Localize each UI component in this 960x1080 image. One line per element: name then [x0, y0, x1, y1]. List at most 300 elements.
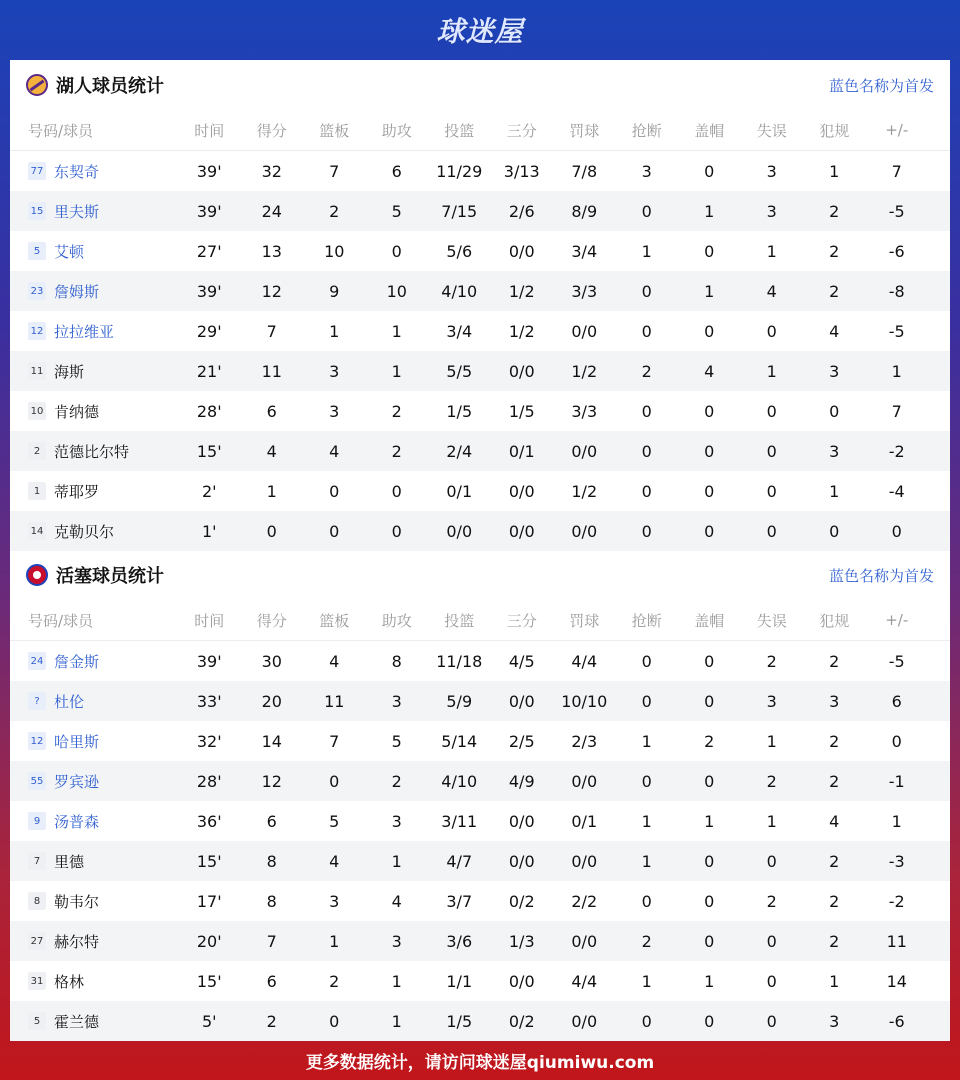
column-header: 失误: [756, 611, 787, 630]
stat-cell: 3: [391, 811, 402, 831]
stat-cell: 1': [201, 521, 217, 541]
stat-cell: -5: [888, 201, 905, 221]
player-row[interactable]: [10, 1001, 950, 1041]
stat-cell: 0: [641, 281, 652, 301]
stat-cell: 0: [704, 651, 715, 671]
jersey-number-badge: 12: [28, 322, 46, 340]
player-name[interactable]: 勒韦尔: [54, 892, 100, 911]
player-cell: [10, 971, 178, 992]
stat-cell: 3/4: [446, 321, 473, 341]
stat-cell: 3/3: [571, 281, 598, 301]
player-name[interactable]: 杜伦: [54, 692, 85, 711]
section-header: [10, 550, 950, 600]
stat-cell: 0: [329, 481, 340, 501]
stat-cell: 1: [704, 281, 715, 301]
stat-cell: 0: [704, 441, 715, 461]
player-row[interactable]: [10, 311, 950, 351]
player-row[interactable]: [10, 511, 950, 551]
stat-cell: 5: [329, 811, 340, 831]
stat-cell: 2: [641, 931, 652, 951]
jersey-number-badge: 8: [28, 892, 46, 910]
stat-cell: 11: [886, 931, 907, 951]
stat-cell: 0: [704, 401, 715, 421]
stat-cell: 0: [829, 521, 840, 541]
stat-cell: 0: [704, 161, 715, 181]
stat-cell: 2/2: [571, 891, 598, 911]
player-cell: [10, 691, 178, 712]
stat-cell: 2: [829, 651, 840, 671]
player-name[interactable]: 罗宾逊: [54, 772, 100, 791]
column-header: 得分: [256, 121, 287, 140]
stat-cell: 0: [641, 441, 652, 461]
stat-cell: 0: [391, 241, 402, 261]
stat-cell: 3/11: [441, 811, 478, 831]
stat-cell: -6: [888, 241, 905, 261]
stat-cell: 4/4: [571, 971, 598, 991]
stat-cell: 1: [391, 851, 402, 871]
player-cell: [10, 321, 178, 342]
column-header: 得分: [256, 611, 287, 630]
player-name[interactable]: 詹姆斯: [54, 282, 100, 301]
player-row[interactable]: [10, 351, 950, 391]
player-row[interactable]: [10, 721, 950, 761]
column-header: 号码/球员: [28, 121, 94, 140]
player-name[interactable]: 克勒贝尔: [54, 522, 115, 541]
stat-cell: 2: [766, 771, 777, 791]
jersey-number-badge: 9: [28, 812, 46, 830]
player-row[interactable]: [10, 801, 950, 841]
stat-cell: 33': [196, 691, 222, 711]
stat-cell: 0: [329, 521, 340, 541]
player-cell: [10, 161, 178, 182]
player-row[interactable]: [10, 761, 950, 801]
stat-cell: 0: [704, 481, 715, 501]
stat-cell: 3: [829, 361, 840, 381]
stat-cell: 10: [386, 281, 407, 301]
stat-cell: 0/2: [508, 891, 535, 911]
stat-cell: 21': [196, 361, 222, 381]
stat-cell: 2: [829, 771, 840, 791]
stat-cell: 0: [391, 481, 402, 501]
jersey-number-badge: ?: [28, 692, 46, 710]
stat-cell: 0/0: [571, 521, 598, 541]
stat-cell: 1/5: [446, 1011, 473, 1031]
stat-cell: 0: [766, 441, 777, 461]
stat-cell: 6: [266, 971, 277, 991]
jersey-number-badge: 31: [28, 972, 46, 990]
stat-cell: 1: [391, 361, 402, 381]
stat-cell: 0/0: [508, 811, 535, 831]
player-row[interactable]: [10, 191, 950, 231]
player-row[interactable]: [10, 471, 950, 511]
stat-cell: 6: [266, 401, 277, 421]
player-cell: [10, 521, 178, 542]
stat-cell: 11: [261, 361, 282, 381]
player-name[interactable]: 拉拉维亚: [54, 322, 115, 341]
player-row[interactable]: [10, 841, 950, 881]
stat-cell: 3/13: [503, 161, 540, 181]
stat-cell: 0/0: [508, 361, 535, 381]
stat-cell: 4: [266, 441, 277, 461]
player-name[interactable]: 里德: [54, 852, 85, 871]
column-header: 失误: [756, 121, 787, 140]
stat-cell: 0: [266, 521, 277, 541]
player-cell: [10, 931, 178, 952]
stat-cell: 3: [329, 891, 340, 911]
stat-cell: 6: [266, 811, 277, 831]
stat-cell: 1: [766, 241, 777, 261]
stat-cell: 2: [829, 281, 840, 301]
column-header: 投篮: [444, 121, 475, 140]
player-name[interactable]: 格林: [54, 972, 85, 991]
stat-cell: 1: [391, 1011, 402, 1031]
player-row[interactable]: [10, 881, 950, 921]
stat-cell: 1/5: [508, 401, 535, 421]
stat-cell: 0: [704, 891, 715, 911]
footer-bar: [0, 1040, 960, 1080]
stat-cell: 4/4: [571, 651, 598, 671]
stat-cell: 1/2: [571, 361, 598, 381]
player-cell: [10, 811, 178, 832]
stat-cell: 39': [196, 651, 222, 671]
player-name[interactable]: 蒂耶罗: [54, 482, 100, 501]
player-row[interactable]: [10, 641, 950, 681]
player-cell: [10, 201, 178, 222]
column-header: 号码/球员: [28, 611, 94, 630]
stat-cell: 2: [766, 891, 777, 911]
stat-cell: 7/8: [571, 161, 598, 181]
stat-cell: 11/18: [436, 651, 483, 671]
stat-cell: -2: [888, 441, 905, 461]
stat-cell: 0/1: [571, 811, 598, 831]
stat-cell: 14: [261, 731, 282, 751]
stat-cell: 1/2: [508, 321, 535, 341]
stat-cell: 0: [329, 1011, 340, 1031]
stat-cell: 1/2: [508, 281, 535, 301]
player-name[interactable]: 范德比尔特: [54, 442, 130, 461]
stat-cell: 0/0: [446, 521, 473, 541]
stat-cell: 1/5: [446, 401, 473, 421]
player-name[interactable]: 詹金斯: [54, 652, 100, 671]
column-header: 时间: [194, 611, 225, 630]
stat-cell: 0: [704, 521, 715, 541]
stat-cell: 3: [766, 691, 777, 711]
stat-cell: 39': [196, 281, 222, 301]
stat-cell: 0/2: [508, 1011, 535, 1031]
jersey-number-badge: 11: [28, 362, 46, 380]
stat-cell: 0: [641, 201, 652, 221]
jersey-number-badge: 14: [28, 522, 46, 540]
stat-cell: 1: [391, 971, 402, 991]
stat-cell: -8: [888, 281, 905, 301]
stat-cell: 24: [261, 201, 282, 221]
player-row[interactable]: [10, 271, 950, 311]
stat-cell: 3/6: [446, 931, 473, 951]
stat-cell: 0/0: [571, 321, 598, 341]
player-cell: [10, 731, 178, 752]
stat-cell: 11: [324, 691, 345, 711]
player-name[interactable]: 赫尔特: [54, 932, 100, 951]
stat-cell: 1: [641, 971, 652, 991]
column-header: 助攻: [381, 611, 412, 630]
column-header: 时间: [194, 121, 225, 140]
stat-cell: 0: [641, 481, 652, 501]
stat-cell: 2: [391, 771, 402, 791]
stat-cell: 4: [329, 441, 340, 461]
stat-cell: 0: [641, 521, 652, 541]
stat-cell: 0: [766, 521, 777, 541]
stat-cell: -3: [888, 851, 905, 871]
player-name[interactable]: 海斯: [54, 362, 85, 381]
stat-cell: 30: [261, 651, 282, 671]
jersey-number-badge: 23: [28, 282, 46, 300]
jersey-number-badge: 10: [28, 402, 46, 420]
player-name[interactable]: 汤普森: [54, 812, 100, 831]
stat-cell: -4: [888, 481, 905, 501]
stat-cell: 5: [391, 201, 402, 221]
footer-link-text[interactable]: 更多数据统计，请访问球迷屋qiumiwu.com: [305, 1052, 655, 1073]
player-cell: [10, 651, 178, 672]
column-header: +/-: [885, 611, 909, 629]
stat-cell: 8/9: [571, 201, 598, 221]
player-row[interactable]: [10, 961, 950, 1001]
stat-cell: 28': [196, 771, 222, 791]
stat-cell: 2: [829, 931, 840, 951]
stat-cell: 3: [329, 361, 340, 381]
column-header: 罚球: [569, 611, 600, 630]
top-bar: [0, 0, 960, 60]
stat-cell: 0: [641, 1011, 652, 1031]
stat-cell: 0/1: [508, 441, 535, 461]
stat-cell: 0/0: [508, 241, 535, 261]
jersey-number-badge: 55: [28, 772, 46, 790]
column-header: 篮板: [319, 121, 350, 140]
stat-cell: 1/3: [508, 931, 535, 951]
stat-cell: 0: [704, 321, 715, 341]
stat-cell: 7: [329, 161, 340, 181]
stat-cell: 4/9: [508, 771, 535, 791]
player-name[interactable]: 艾顿: [54, 242, 85, 261]
stat-cell: 4/10: [441, 771, 478, 791]
stat-cell: 3: [391, 931, 402, 951]
column-header: 三分: [506, 611, 537, 630]
stat-cell: 10/10: [561, 691, 608, 711]
player-row[interactable]: [10, 681, 950, 721]
team-section-lakers: [10, 60, 950, 551]
player-cell: [10, 481, 178, 502]
jersey-number-badge: 7: [28, 852, 46, 870]
stat-cell: 9: [329, 281, 340, 301]
stat-cell: 3: [766, 161, 777, 181]
stat-cell: 0/0: [571, 931, 598, 951]
stat-cell: 4: [329, 851, 340, 871]
stat-cell: 2/6: [508, 201, 535, 221]
player-cell: [10, 851, 178, 872]
stat-cell: 1: [266, 481, 277, 501]
stat-cell: 1: [704, 971, 715, 991]
player-cell: [10, 1011, 178, 1032]
stat-cell: 4: [329, 651, 340, 671]
jersey-number-badge: 27: [28, 932, 46, 950]
jersey-number-badge: 5: [28, 242, 46, 260]
stat-cell: 0: [641, 691, 652, 711]
stat-cell: -1: [888, 771, 905, 791]
stat-cell: 12: [261, 771, 282, 791]
stat-cell: 0: [329, 771, 340, 791]
stat-cell: 1: [641, 241, 652, 261]
stat-cell: 20: [261, 691, 282, 711]
stat-cell: 1: [641, 851, 652, 871]
stat-cell: 2: [266, 1011, 277, 1031]
stat-cell: 2: [704, 731, 715, 751]
stat-cell: 5/6: [446, 241, 473, 261]
stat-cell: 15': [196, 441, 222, 461]
stat-cell: 1/2: [571, 481, 598, 501]
starter-legend-note: 蓝色名称为首发: [828, 566, 934, 585]
stat-cell: 2: [829, 201, 840, 221]
stat-cell: 11/29: [436, 161, 483, 181]
stat-cell: 0: [766, 851, 777, 871]
brand-logo: 球迷屋: [436, 15, 524, 48]
stat-cell: 4: [766, 281, 777, 301]
stat-cell: 5': [201, 1011, 217, 1031]
stat-cell: 7: [266, 931, 277, 951]
stat-cell: 0: [891, 521, 902, 541]
stat-cell: 3/4: [571, 241, 598, 261]
stat-cell: 39': [196, 201, 222, 221]
stat-cell: 2: [829, 731, 840, 751]
stat-cell: 2: [829, 241, 840, 261]
stat-cell: 4: [829, 811, 840, 831]
stat-cell: 0: [641, 771, 652, 791]
section-title: 湖人球员统计: [56, 76, 164, 97]
stat-cell: 1: [766, 731, 777, 751]
stat-cell: 39': [196, 161, 222, 181]
column-header: 助攻: [381, 121, 412, 140]
player-cell: [10, 281, 178, 302]
stat-cell: -6: [888, 1011, 905, 1031]
stat-cell: 0: [641, 891, 652, 911]
stat-cell: 7: [891, 401, 902, 421]
stat-cell: 0/0: [508, 691, 535, 711]
lakers-logo-icon: [26, 74, 48, 96]
stat-cell: 3: [766, 201, 777, 221]
column-header: +/-: [885, 121, 909, 139]
stat-cell: 36': [196, 811, 222, 831]
stat-cell: 0: [766, 1011, 777, 1031]
column-header: 三分: [506, 121, 537, 140]
column-header: 抢断: [631, 121, 662, 140]
stat-cell: 0: [391, 521, 402, 541]
stat-cell: 0: [766, 321, 777, 341]
player-row[interactable]: [10, 431, 950, 471]
stat-cell: 0: [891, 731, 902, 751]
jersey-number-badge: 2: [28, 442, 46, 460]
player-row[interactable]: [10, 391, 950, 431]
stat-cell: 0: [704, 691, 715, 711]
jersey-number-badge: 77: [28, 162, 46, 180]
player-row[interactable]: [10, 231, 950, 271]
stat-cell: 4/10: [441, 281, 478, 301]
stat-cell: 5: [391, 731, 402, 751]
stat-cell: 0/0: [571, 1011, 598, 1031]
stat-cell: 2: [829, 891, 840, 911]
stat-cell: 7/15: [441, 201, 478, 221]
stat-cell: 0: [766, 481, 777, 501]
stat-cell: 2: [329, 201, 340, 221]
stat-cell: 1: [891, 361, 902, 381]
stat-cell: 1: [329, 931, 340, 951]
stat-cell: 27': [196, 241, 222, 261]
jersey-number-badge: 24: [28, 652, 46, 670]
stat-cell: 3: [329, 401, 340, 421]
stat-cell: -2: [888, 891, 905, 911]
jersey-number-badge: 15: [28, 202, 46, 220]
stat-cell: 20': [196, 931, 222, 951]
column-header: 投篮: [444, 611, 475, 630]
player-name[interactable]: 里夫斯: [54, 202, 100, 221]
team-section-pistons: [10, 550, 950, 1041]
player-name[interactable]: 霍兰德: [54, 1012, 100, 1031]
stat-cell: 7: [329, 731, 340, 751]
stats-panel: [10, 60, 950, 1040]
stat-cell: 3/3: [571, 401, 598, 421]
stat-cell: 6: [891, 691, 902, 711]
stat-cell: 28': [196, 401, 222, 421]
stat-cell: 0: [704, 1011, 715, 1031]
stat-cell: 0: [704, 241, 715, 261]
player-cell: [10, 441, 178, 462]
stat-cell: 0/0: [508, 521, 535, 541]
player-name[interactable]: 东契奇: [54, 162, 100, 181]
player-cell: [10, 401, 178, 422]
player-cell: [10, 771, 178, 792]
player-name[interactable]: 哈里斯: [54, 732, 100, 751]
column-header: 篮板: [319, 611, 350, 630]
stat-cell: 1: [641, 811, 652, 831]
stat-cell: 32: [261, 161, 282, 181]
stat-cell: 2/5: [508, 731, 535, 751]
stat-cell: 1: [391, 321, 402, 341]
stat-cell: 3: [829, 691, 840, 711]
column-header: 盖帽: [694, 611, 725, 630]
player-cell: [10, 361, 178, 382]
pistons-logo-icon: [26, 564, 48, 586]
stat-cell: 3: [391, 691, 402, 711]
stat-cell: 0: [766, 931, 777, 951]
stat-cell: 7: [266, 321, 277, 341]
stat-cell: 0/0: [571, 441, 598, 461]
stat-cell: 29': [196, 321, 222, 341]
player-row[interactable]: [10, 921, 950, 961]
stat-cell: 0/0: [571, 851, 598, 871]
player-name[interactable]: 肯纳德: [54, 402, 100, 421]
player-row[interactable]: [10, 151, 950, 191]
stat-cell: 0: [704, 931, 715, 951]
stat-cell: 5/5: [446, 361, 473, 381]
stat-cell: 0: [704, 851, 715, 871]
section-title: 活塞球员统计: [56, 566, 164, 587]
stat-cell: 15': [196, 851, 222, 871]
jersey-number-badge: 5: [28, 1012, 46, 1030]
stat-cell: 4: [829, 321, 840, 341]
stat-cell: 15': [196, 971, 222, 991]
stat-cell: -5: [888, 651, 905, 671]
stat-cell: 0: [641, 321, 652, 341]
stat-cell: 1: [704, 201, 715, 221]
stat-cell: 32': [196, 731, 222, 751]
stat-cell: 14: [886, 971, 907, 991]
